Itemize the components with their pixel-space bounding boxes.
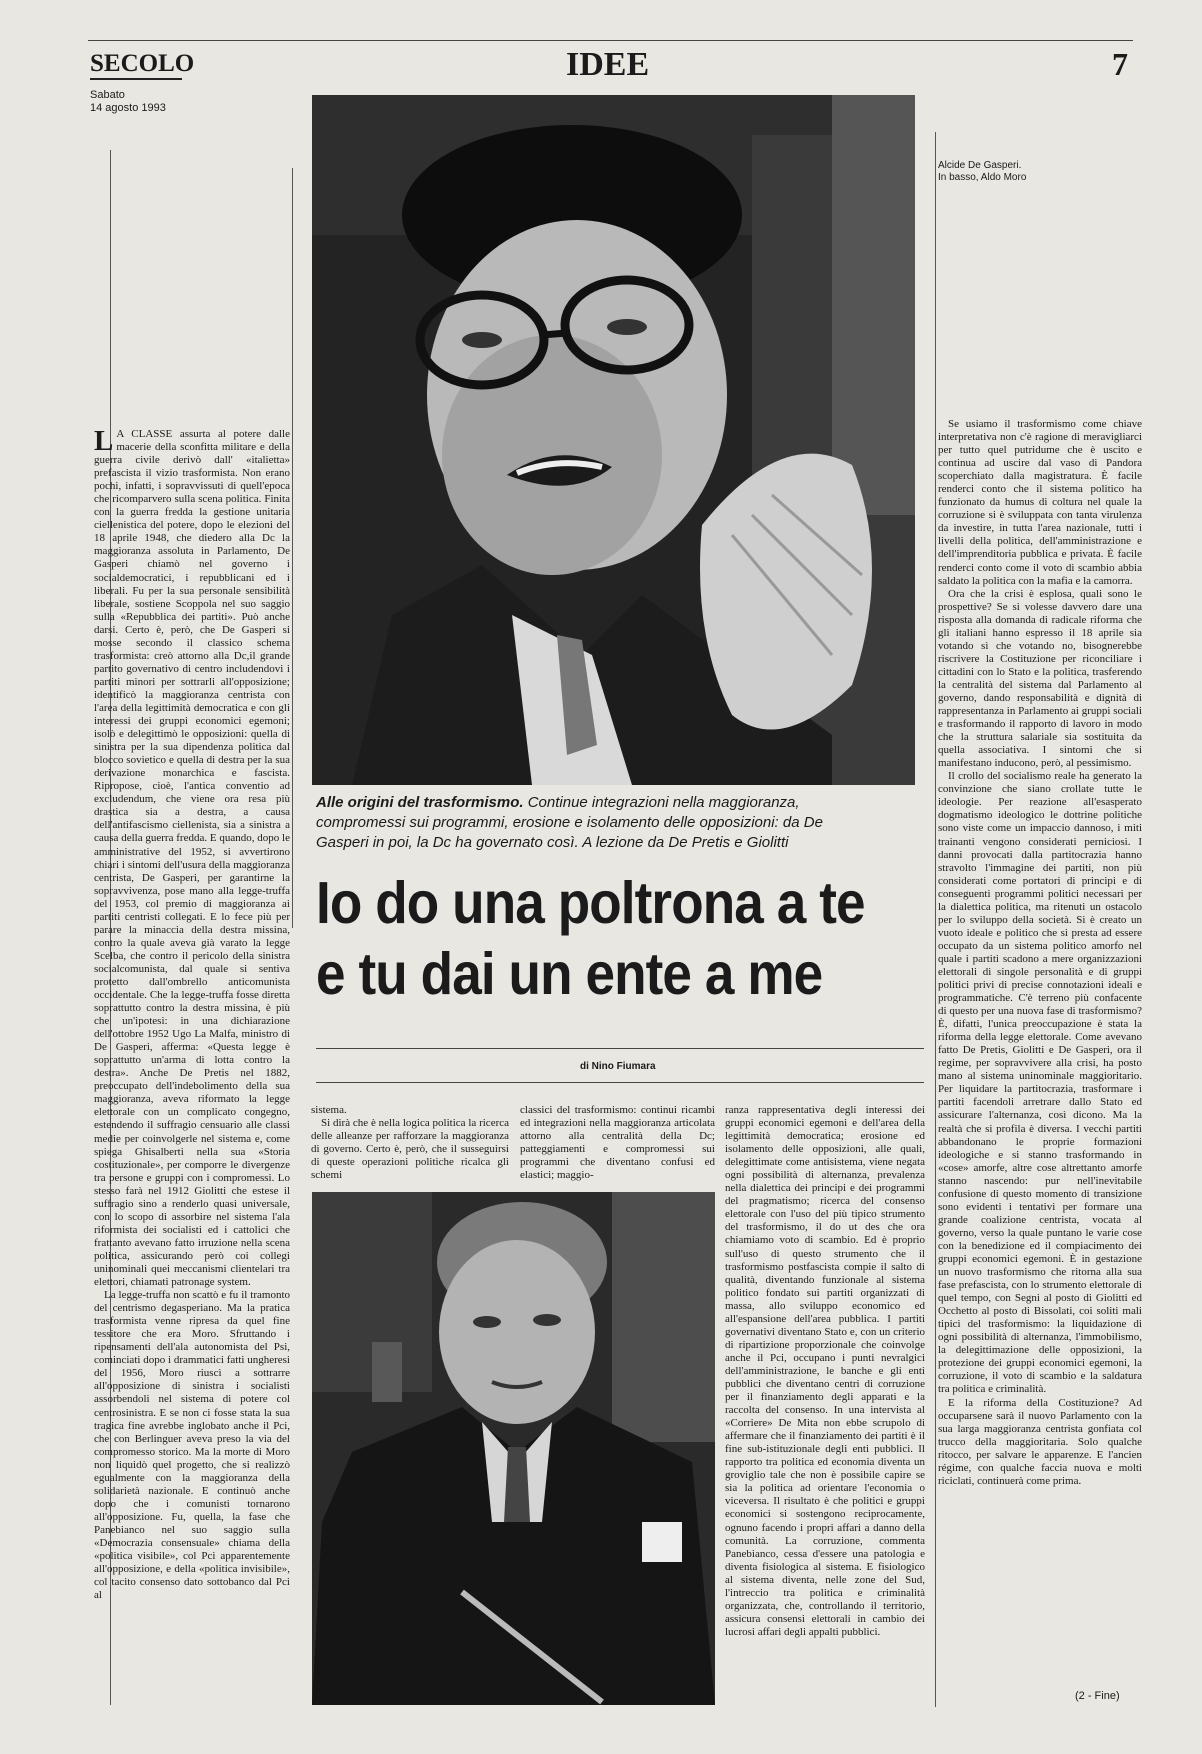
article-paragraph: ranza rappresentativa degli interessi dei gruppi economici egemoni e dell'area della legittimità democratica; erosione ed isolamento delle opposizioni, alle quali, delegittimate come antisistema, viene negata ogni possibilità di alternanza, prevalenza nella dialettica dei principi e dei programmi del pragmatismo; ricerca del consenso elettorale con l'uso del più tipico strumento del trasformismo, il do ut des che ora chiamiamo voto di scambio. Ed è proprio sull'uso di questo strumento che il trasformismo postfascista compie il salto di qualità, diventando funzionale al sistema politico fondato sui partiti organizzati di massa, allo sviluppo economico ed all'espansione dell'area pubblica. I partiti governativi diventano Stato e, con un criterio di ripartizione proporzionale che coinvolge anche il Pci, occupano i punti nevralgici dell'amministrazione, le banche e gli enti pubblici che diventano centri di corruzione per il finanziamento degli apparati e la raccolta del consenso. In una intervista al «Corriere» De Mita non ebbe scrupolo di affermare che il finanziamento dei partiti è il fine sub-istituzionale degli enti pubblici. Il rapporto tra politica ed economia diventa un groviglio tale che non è possibile capire se sia la politica ad orientare l'economia o viceversa. Il risultato è che politici e gruppi economici si sostengono reciprocamente, ognuno facendo i propri affari a danno della comunità. La corruzione, commenta Panebianco, cessa d'essere una patologia e diventa fisiologica al sistema. E fisiologico al sistema diventa, nelle zone del Sud, l'intreccio tra politica e criminalità organizzata, che, controllando il territorio, assicura consensi elettorali in cambio dei lucrosi affari degli appalti pubblici. [725,1104,925,1638]
article-paragraph: Se usiamo il trasformismo come chiave interpretativa non c'è ragione di meravigliarci per tutto quel putridume che è uscito e continua ad uscire dal vaso di Pandora scoperchiato dalla magistratura. È facile renderci conto che il sistema politico ha funzionato da humus di coltura nel quale la corruzione si è sviluppata con tanta virulenza da investire, in tutta l'area nazionale, tutti i livelli della politica, dell'amministrazione e dell'imprenditoria pubblica e privata. È facile renderci conto come il voto di scambio abbia saldato la politica con la mafia e la camorra. [938,418,1142,587]
article-text: A CLASSE assurta al potere dalle macerie della sconfitta militare e della guerra civile derivò dall' «italietta» prefascista il vizio trasformista. Non erano pochi, infatti, i sopravvissuti di quell'epoca che ricomparvero sulla scena politica. Finita con la guerra fredda la gestione unitaria ciellenistica del potere, dopo le elezioni del 18 aprile 1948, che diedero alla Dc la maggioranza assoluta in Parlamento, De Gasperi chiamò nel governo i socialdemocratici, i repubblicani ed i liberali. Fu per la sua personale sensibilità liberale, sostiene Scoppola nel suo saggio sulla «Repubblica dei partiti». Può anche darsi. Certo è, però, che De Gasperi si mosse secondo il classico schema trasformista: creò attorno alla Dc,il grande partito governativo di centro includendovi i partiti minori per sottrarli all'opposizione; identificò la maggioranza centrista con l'area della legittimità democratica e con gli interessi dei gruppi economici egemoni; isolò e delegittimò le opposizioni: quella di sinistra per la sua dipendenza politica dal blocco sovietico e quella di destra per la sua derivazione monarchica e fascista. Ripropose, cioè, l'antica conventio ad excludendum, che viene ora resa più drastica sia a destra, a causa dell'antifascismo ciellenista, sia a sinistra a causa della guerra fredda. E quando, dopo le amministrative del 1952, si avvertirono chiari i sintomi dell'usura della maggioranza centrista, De Gasperi, per garantirne la sopravvivenza, pose mano alla legge-truffa del 1953, col premio di maggioranza ai partiti centristi collegati. E lo fece più per parare la minaccia della destra missina, contro la quale aveva già varato la legge Scelba, che contro il pericolo della sinistra socialcomunista, dal quale si sentiva protetto dall'ombrello anticomunista occidentale. Che la legge-truffa fosse diretta soprattutto contro la destra missina, è più che un'ipotesi: in una dichiarazione dell'ottobre 1952 Ugo La Malfa, ministro di De Gasperi, afferma: «Questa legge è soprattutto un'arma di lotta contro la destra». Anche De Pretis nel 1882, preoccupato dell'indebolimento della sua maggioranza, aveva riformato la legge elettorale con un complicato congegno, estendendo il suffragio censuario alle classi medie per coinvolgerle nel sistema e, come spiega Ghisalberti nella sua «Storia costituzionale», per comporre le divergenze tra persone e gruppi con i compromessi. Lo stesso farà nel 1912 Giolitti che estese il suffragio sino a renderlo quasi universale, con lo scopo di assorbire nel sistema l'ala riformista dei socialisti ed i cattolici che frattanto avevano fatto irruzione nella scena politica, assicurando però coi collegi uninominali quei meccanismi clientelari tra elettori, chiamati patronage system. [94,428,290,1289]
moro-photo [312,1192,715,1705]
right-frame-rule [935,132,936,1707]
headline [316,868,867,1010]
caption-bold: Alle origini del trasformismo. [316,794,524,811]
top-rule [88,40,1133,41]
article-column-4 [725,1104,925,1706]
byline-rule-bottom [316,1082,924,1083]
article-paragraph: La legge-truffa non scattò e fu il tramonto del centrismo degasperiano. Ma la pratica trasformista venne ripresa da quel fine tessitore che era Moro. Sfruttando i ripensamenti dell'ala autonomista del Psi, cominciati dopo i drammatici fatti ungheresi del 1956, Moro riuscì a sottrarre all'opposizione di sinistra i socialisti assorbendoli nel sistema di potere col centrosinistra. E se non ci fosse stata la sua tragica fine avrebbe inglobato anche il Pci, che con Berlinguer aveva preso la via del compromesso storico. Ma la morte di Moro non liquidò quel progetto, che si realizzò egualmente con la maggioranza della solidarietà nazionale. E continuò anche dopo che i comunisti tornarono all'opposizione. Fu, quella, la fase che Panebianco nel suo saggio sulla «Democrazia consensuale» chiama della «politica visibile», col Pci apparentemente all'opposizione, e della «politica invisibile», col tacito consenso dato sottobanco dal Pci al [94,1289,290,1602]
caption-text: Continue integrazioni nella maggioranza, compromessi sui programmi, erosione e isolamento delle opposizioni: da De Gasperi in poi, la Dc ha governato così. A lezione da De Pretis e Giolitti [316,794,823,851]
masthead: SECOLO [90,50,195,77]
drop-cap: L [94,428,114,457]
article-paragraph: sistema. [311,1104,347,1116]
article-paragraph: classici del trasformismo: continui ricambi ed integrazioni nella maggioranza articolata attorno alla centralità della Dc; patteggiamenti e compromessi sui programmi che diventano confusi ed elastici; maggio- [520,1104,715,1182]
photo-lead-caption [316,793,861,853]
article-paragraph: Ora che la crisi è esplosa, quali sono le prospettive? Se si volesse davvero dare una risposta alla domanda di radicale riforma che gli italiani hanno espresso il 18 aprile sia votando sì che votando no, bisognerebbe riscrivere la Costituzione per riconciliare i cittadini con lo Stato e la politica, trasferendo la centralità del sistema dal Parlamento al governo, dando responsabilità e dignità di rappresentanza in Parlamento ai gruppi sociali e trasformando il rapporto di lavoro in modo che la struttura salariale sia sostituita da quella associativa. I sintomi che si manifestano inducono, però, al pessimismo. [938,587,1142,770]
headline-line2: e tu dai un ente a me [316,941,823,1007]
section-title: IDEE [566,46,650,83]
degasperi-photo [312,95,915,785]
masthead-underline [90,78,182,80]
inner-frame-rule [292,168,293,928]
issue-date [90,89,166,115]
photo-caption [938,160,1026,184]
article-paragraph [94,428,290,1289]
photo-caption-line2: In basso, Aldo Moro [938,172,1027,183]
article-paragraph: E la riforma della Costituzione? Ad occuparsene sarà il nuovo Parlamento con la sua larga maggioranza centrista gonfiata col trucco della maggioritaria. Solo qualche ritocco, per salvare le apparenze. E l'ancien régime, con qualche faccia nuova e molti riciclati, continuerà come prima. [938,1396,1142,1487]
issue-day: Sabato [90,89,125,101]
article-column-3 [520,1104,715,1184]
photo-caption-line1: Alcide De Gasperi. [938,160,1022,171]
article-column-1 [94,428,290,1706]
article-column-5 [938,418,1142,1686]
article-column-2 [311,1104,509,1184]
end-mark: (2 - Fine) [1075,1690,1120,1702]
issue-full-date: 14 agosto 1993 [90,102,166,114]
article-paragraph: Si dirà che è nella logica politica la ricerca delle alleanze per rafforzare la maggioranza di governo. Certo è, però, che il susseguirsi di queste operazioni politiche ricalca gli schemi [311,1117,509,1182]
headline-line1: Io do una poltrona a te [316,870,865,936]
page-number: 7 [1112,46,1128,82]
article-paragraph: Il crollo del socialismo reale ha generato la convinzione che siano crollate tutte le ideologie. Per reazione all'esasperato dogmatismo ideologico le dottrine politiche sono viste come un impaccio dannoso, i miti trainanti vengono considerati perniciosi. I danni provocati dalla partitocrazia hanno stravolto l'immagine dei partiti, non più considerati come portatori di principi e di conseguenti programmi politici necessari per la dialettica politica, ma ritenuti un ostacolo per lo sviluppo della società. Si è creato un vuoto ideale e politico che si presta ad essere occupato da un sistema politico amorfo nel quale i partiti scadono a mere organizzazioni elettorali di singole personalità e di gruppi politici privi di precise connotazioni ideali e programmatiche. C'è terreno più confacente di questo per una nuova fase di trasformismo? È, difatti, l'unica preoccupazione è stata la riforma della legge elettorale. Come avevano fatto De Pretis, Giolitti e De Gasperi, ora il regime, per sopravvivere alla crisi, ha posto mano al sistema uninominale maggioritario. Per liquidare la partitocrazia, trasformare i partiti facendoli arretrare dallo Stato ed assicurare l'alternanza, così dicono. Ma la realtà che si profila è diversa. I vecchi partiti abbandonano le proprie formazioni ideologiche e si stanno trasformando in «cose» amorfe, altre cose altrettanto amorfe stanno nascendo: pur nell'inevitabile confusione di questo momento di transizione sono evidenti i tentativi per formare una grande coalizione centrista, vocata al governo, verso la quale puntano le varie cose con la benedizione ed il compiacimento dei gruppi economici egemoni. È in gestazione un nuovo trasformismo che ritorna alla sua fase prefascista, con lo strumento elettorale di quel tempo, con Segni al posto di Giolitti ed Occhetto al posto di Bissolati, coi soliti mali tipici del trasformismo: la liquidazione di ogni possibilità di alternanza, l'immobilismo, la delegittimazione delle opposizioni, la protezione dei gruppi economici egemoni, la corruzione, il voto di scambio e la saldatura tra politica e criminalità. [938,770,1142,1396]
byline-rule-top [316,1048,924,1049]
byline: di Nino Fiumara [580,1061,656,1072]
